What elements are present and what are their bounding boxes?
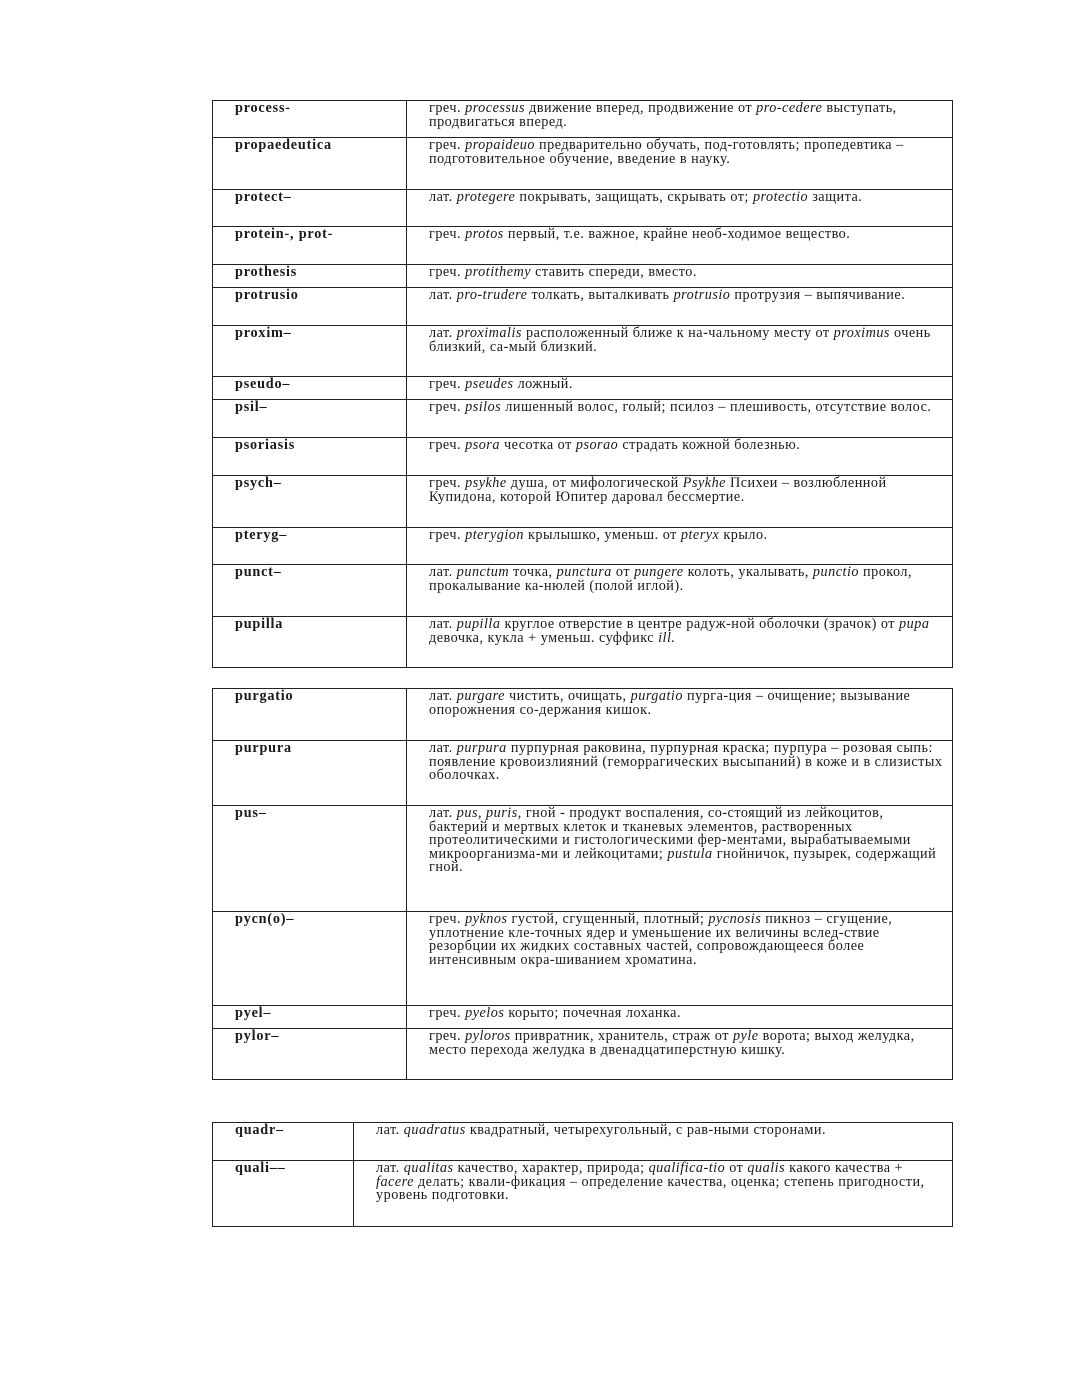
table-row: [213, 400, 953, 438]
table-row: [213, 138, 953, 190]
table-row: [213, 617, 953, 668]
term-cell: psych–: [213, 476, 407, 528]
definition-text: греч.: [429, 376, 466, 392]
definition-cell: [407, 190, 953, 227]
definition-etymon: psora: [465, 437, 500, 453]
term-cell: propaedeutica: [213, 138, 407, 190]
definition-cell: [354, 1161, 953, 1227]
definition-text: протрузия – выпячивание.: [730, 287, 906, 303]
definition-text: первый, т.е. важное, крайне необ-ходимое вещество.: [503, 226, 851, 242]
definition-text: лат.: [376, 1122, 404, 1138]
definition-text: качество, характер, природа;: [453, 1160, 649, 1176]
definition-text: лишенный волос, голый; псилоз – плешивость, отсутствие волос.: [501, 399, 932, 415]
definition-text: квадратный, четырехугольный, с рав-ными сторонами.: [465, 1122, 827, 1138]
definition-text: греч.: [429, 137, 466, 153]
definition-text: ставить спереди, вместо.: [531, 264, 697, 280]
term-cell: proxim–: [213, 326, 407, 377]
definition-etymon: psorao: [575, 437, 619, 453]
glossary-table-2: [212, 688, 953, 1080]
definition-etymon: psykhe: [465, 475, 507, 491]
term-cell: pteryg–: [213, 528, 407, 565]
definition-text: защита.: [808, 189, 863, 205]
definition-etymon: punctio: [812, 564, 859, 580]
definition-etymon: proximus: [833, 325, 890, 341]
table-row: [213, 741, 953, 806]
definition-etymon: purpura: [456, 740, 507, 756]
term-cell: protein-, prot-: [213, 227, 407, 265]
definition-cell: [407, 288, 953, 326]
table-row: [213, 377, 953, 400]
definition-text: колоть, укалывать,: [683, 564, 813, 580]
term-cell: purpura: [213, 741, 407, 806]
table-row: [213, 438, 953, 476]
table-row: [213, 806, 953, 912]
definition-cell: [354, 1123, 953, 1161]
definition-text: густой, сгущенный, плотный;: [507, 911, 709, 927]
definition-cell: [407, 806, 953, 912]
definition-text: предварительно обучать, под-готовлять; пропедевтика – подготовительное обучение, введение в науку.: [429, 137, 904, 167]
definition-etymon: purgatio: [630, 688, 683, 704]
definition-cell: [407, 400, 953, 438]
term-cell: pseudo–: [213, 377, 407, 400]
definition-text: пурпурная раковина, пурпурная краска; пурпура – розовая сыпь: появление кровоизлияний (геморрагических высыпаний) в коже и в слизистых оболочках.: [429, 740, 943, 784]
definition-etymon: ill.: [658, 629, 676, 646]
term-cell: prothesis: [213, 265, 407, 288]
definition-etymon: protrusio: [673, 287, 731, 303]
term-cell: pylor–: [213, 1029, 407, 1080]
definition-text: греч.: [429, 100, 466, 116]
term-cell: psoriasis: [213, 438, 407, 476]
definition-cell: [407, 1029, 953, 1080]
definition-cell: [407, 101, 953, 138]
term-cell: process-: [213, 101, 407, 138]
definition-etymon: punctum: [456, 564, 510, 580]
definition-etymon: pyelos: [465, 1005, 505, 1021]
definition-text: Психеи – возлюбленной Купидона, которой Юпитер даровал бессмертие.: [429, 475, 887, 505]
definition-text: лат.: [429, 189, 457, 205]
definition-text: девочка, кукла + уменьш. суффикс: [429, 629, 659, 646]
definition-text: прокол, прокалывание ка-нюлей (полой иглой).: [429, 564, 913, 594]
definition-text: точка,: [509, 564, 557, 580]
definition-text: лат.: [429, 805, 457, 821]
table-row: [213, 326, 953, 377]
table-row: [213, 265, 953, 288]
table-row: [213, 101, 953, 138]
definition-text: лат.: [376, 1160, 404, 1176]
definition-etymon: qualitas: [403, 1160, 454, 1176]
definition-etymon: proximalis: [456, 325, 522, 341]
table-row: [213, 190, 953, 227]
definition-etymon: pteryx: [680, 527, 720, 543]
definition-etymon: propaideuo: [465, 137, 535, 153]
table-row: [213, 565, 953, 617]
definition-etymon: pyknos: [465, 911, 508, 927]
definition-cell: [407, 265, 953, 288]
table-row: [213, 528, 953, 565]
definition-cell: [407, 377, 953, 400]
table-row: [213, 227, 953, 265]
definition-etymon: purgare: [456, 688, 505, 704]
definition-etymon: pterygion: [465, 527, 524, 543]
definition-text: выступать, продвигаться вперед.: [429, 100, 897, 130]
definition-text: привратник, хранитель, страж от: [510, 1028, 733, 1044]
term-cell: purgatio: [213, 689, 407, 741]
definition-text: движение вперед, продвижение от: [525, 100, 757, 116]
definition-text: лат.: [429, 740, 457, 756]
definition-text: расположенный ближе к на-чальному месту от: [521, 325, 834, 341]
definition-text: покрывать, защищать, скрывать от;: [515, 189, 753, 205]
glossary-table-1: [212, 100, 953, 668]
definition-etymon: protectio: [752, 189, 809, 205]
definition-text: толкать, выталкивать: [527, 287, 674, 303]
term-cell: quadr–: [213, 1123, 354, 1161]
definition-text: лат.: [429, 688, 457, 704]
definition-text: греч.: [429, 226, 466, 242]
definition-etymon: pungere: [634, 564, 684, 580]
definition-text: чесотка от: [499, 437, 576, 453]
term-cell: quali––: [213, 1161, 354, 1227]
term-cell: pyel–: [213, 1006, 407, 1029]
table-row: [213, 476, 953, 528]
definition-text: греч.: [429, 475, 466, 491]
definition-cell: [407, 741, 953, 806]
definition-cell: [407, 326, 953, 377]
definition-etymon: protos: [465, 226, 504, 242]
definition-etymon: processus: [465, 100, 526, 116]
definition-text: чистить, очищать,: [504, 688, 631, 704]
table-row: [213, 288, 953, 326]
definition-cell: [407, 689, 953, 741]
definition-etymon: punctura: [556, 564, 612, 580]
definition-cell: [407, 138, 953, 190]
definition-cell: [407, 227, 953, 265]
definition-text: лат.: [429, 616, 457, 632]
definition-text: делать; квали-фикация – определение качества, оценка; степень пригодности, уровень подготовки.: [376, 1173, 925, 1204]
definition-text: греч.: [429, 437, 466, 453]
definition-text: греч.: [429, 1028, 466, 1044]
definition-text: ложный.: [513, 376, 573, 392]
definition-text: греч.: [429, 264, 466, 280]
definition-cell: [407, 528, 953, 565]
definition-etymon: pus, puris: [456, 805, 518, 821]
definition-etymon: pustula: [667, 845, 713, 862]
term-cell: pupilla: [213, 617, 407, 668]
definition-text: душа, от мифологической: [506, 475, 683, 491]
definition-etymon: qualis: [747, 1160, 786, 1176]
definition-cell: [407, 565, 953, 617]
definition-etymon: protithemy: [465, 264, 532, 280]
definition-text: крыло.: [719, 527, 768, 543]
term-cell: psil–: [213, 400, 407, 438]
definition-text: греч.: [429, 399, 466, 415]
definition-etymon: quadratus: [403, 1122, 466, 1138]
table-row: [213, 689, 953, 741]
definition-text: лат.: [429, 325, 457, 341]
table-row: [213, 1161, 953, 1227]
term-cell: pycn(o)–: [213, 912, 407, 1006]
definition-etymon: pupilla: [456, 616, 501, 632]
definition-etymon: qualifica-tio: [648, 1160, 726, 1176]
definition-cell: [407, 1006, 953, 1029]
definition-text: пикноз – сгущение, уплотнение кле-точных ядер и уменьшение их величины вслед-ствие резорбции их жидких составных частей, сопровождающееся более интенсивным окра-шиванием хроматина.: [429, 911, 893, 968]
definition-cell: [407, 617, 953, 668]
definition-text: греч.: [429, 527, 466, 543]
definition-etymon: pro-cedere: [756, 100, 823, 116]
table-row: [213, 1006, 953, 1029]
definition-text: от: [725, 1160, 748, 1176]
table-row: [213, 912, 953, 1006]
definition-etymon: protegere: [456, 189, 516, 205]
definition-etymon: pyloros: [465, 1028, 511, 1044]
term-cell: punct–: [213, 565, 407, 617]
definition-text: ворота; выход желудка, место перехода желудка в двенадцатиперстную кишку.: [429, 1028, 915, 1058]
table-row: [213, 1029, 953, 1080]
term-cell: protrusio: [213, 288, 407, 326]
definition-etymon: pyle: [732, 1028, 759, 1044]
glossary-table-3: [212, 1122, 953, 1227]
definition-etymon: facere: [376, 1173, 414, 1190]
definition-text: крылышко, уменьш. от: [523, 527, 681, 543]
definition-text: страдать кожной болезнью.: [618, 437, 801, 453]
definition-text: корыто; почечная лоханка.: [504, 1005, 682, 1021]
definition-text: от: [611, 564, 635, 580]
term-cell: protect–: [213, 190, 407, 227]
definition-cell: [407, 912, 953, 1006]
definition-text: очень близкий, са-мый близкий.: [429, 325, 931, 355]
definition-etymon: pupa: [899, 616, 930, 632]
definition-text: лат.: [429, 287, 457, 303]
definition-text: круглое отверстие в центре радуж-ной оболочки (зрачок) от: [500, 616, 900, 632]
definition-text: какого качества +: [785, 1160, 904, 1176]
definition-text: , гной - продукт воспаления, со-стоящий из лейкоцитов, бактерий и мертвых клеток и тканевых элементов, растворенных протеолитическими и гистологическими фер-ментами, вырабатываемыми микроорганизма-ми и лейкоцитами;: [429, 805, 911, 862]
definition-etymon: Psykhe: [682, 475, 726, 491]
definition-text: греч.: [429, 911, 466, 927]
definition-etymon: pro-trudere: [456, 287, 528, 303]
definition-text: лат.: [429, 564, 457, 580]
definition-text: пурга-ция – очищение; вызывание опорожнения со-держания кишок.: [429, 688, 911, 718]
definition-etymon: pseudes: [465, 376, 514, 392]
definition-cell: [407, 476, 953, 528]
definition-text: гнойничок, пузырек, содержащий гной.: [429, 845, 937, 876]
definition-cell: [407, 438, 953, 476]
table-row: [213, 1123, 953, 1161]
definition-etymon: psilos: [465, 399, 502, 415]
definition-etymon: pycnosis: [708, 911, 762, 927]
definition-text: греч.: [429, 1005, 466, 1021]
term-cell: pus–: [213, 806, 407, 912]
